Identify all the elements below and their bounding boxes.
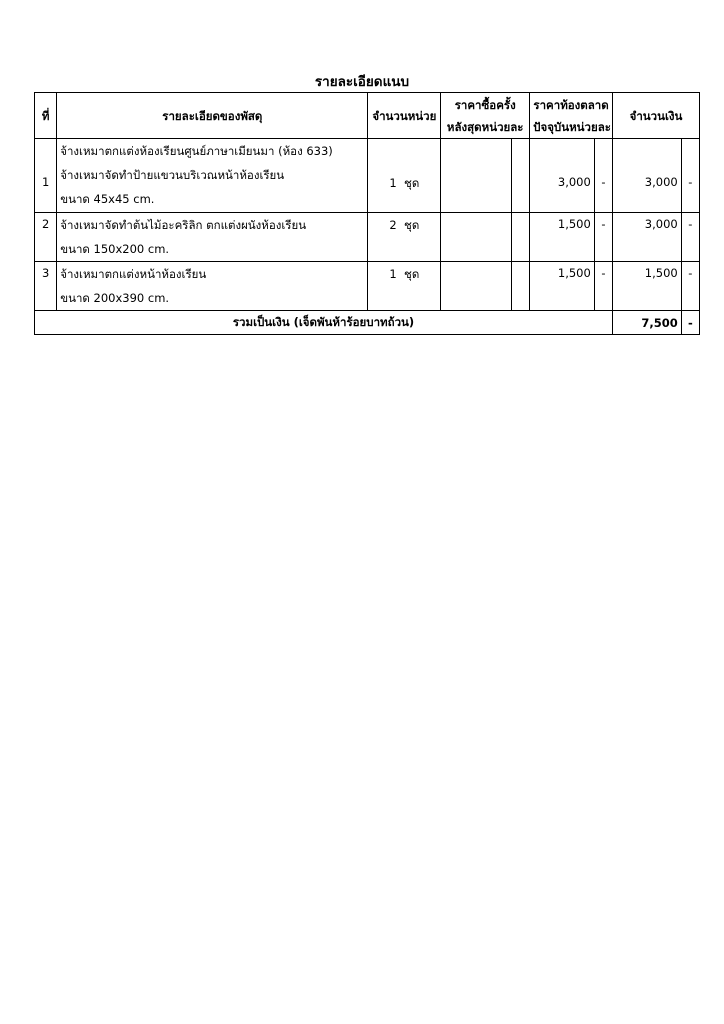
row-description-line: จ้างเหมาตกแต่งหน้าห้องเรียน xyxy=(60,267,207,281)
row-last-price-satang xyxy=(511,262,529,311)
header-qty-unit: จำนวนหน่วย xyxy=(368,93,441,139)
row-unit: ชุด xyxy=(404,176,420,190)
row-qty: 2 xyxy=(389,218,397,232)
row-amount: 1,500 xyxy=(613,262,682,311)
row-description-line: จ้างเหมาตกแต่งห้องเรียนศูนย์ภาษาเมียนมา (ห้อง 633) xyxy=(60,144,333,158)
row-market-price: 1,500 xyxy=(530,213,595,262)
table-row xyxy=(35,139,700,213)
row-last-price xyxy=(441,139,512,213)
row-description xyxy=(57,139,368,213)
row-market-price: 3,000 xyxy=(530,139,595,213)
row-unit: ชุด xyxy=(404,267,420,281)
row-market-price-satang: - xyxy=(594,139,612,213)
header-description: รายละเอียดของพัสดุ xyxy=(57,93,368,139)
row-qty-unit xyxy=(368,262,441,311)
header-amount: จำนวนเงิน xyxy=(613,93,700,139)
row-market-price: 1,500 xyxy=(530,262,595,311)
header-market-price xyxy=(530,93,613,139)
row-qty: 1 xyxy=(389,267,397,281)
row-last-price-satang xyxy=(511,139,529,213)
row-amount-satang: - xyxy=(681,213,699,262)
header-last-price-line1: ราคาซื้อครั้ง xyxy=(454,97,516,112)
items-table xyxy=(34,92,700,335)
row-last-price xyxy=(441,213,512,262)
table-row xyxy=(35,213,700,262)
row-no: 1 xyxy=(35,139,57,213)
row-market-price-satang: - xyxy=(594,262,612,311)
total-row xyxy=(35,311,700,335)
row-qty: 1 xyxy=(389,176,397,190)
row-amount-satang: - xyxy=(681,139,699,213)
row-amount: 3,000 xyxy=(613,139,682,213)
row-last-price xyxy=(441,262,512,311)
page-title: รายละเอียดแนบ xyxy=(314,74,410,90)
row-description-line: จ้างเหมาจัดทำต้นไม้อะคริลิก ตกแต่งผนังห้องเรียน xyxy=(60,218,307,232)
row-no: 3 xyxy=(35,262,57,311)
row-amount: 3,000 xyxy=(613,213,682,262)
header-last-price-line2: หลังสุดหน่วยละ xyxy=(446,119,524,134)
header-no: ที่ xyxy=(35,93,57,139)
row-description-line: ขนาด 200x390 cm. xyxy=(60,291,170,305)
row-qty-unit xyxy=(368,213,441,262)
row-description-line: ขนาด 150x200 cm. xyxy=(60,242,170,256)
row-no: 2 xyxy=(35,213,57,262)
total-amount: 7,500 xyxy=(613,311,682,335)
row-description-line: ขนาด 45x45 cm. xyxy=(60,192,155,206)
row-qty-unit xyxy=(368,139,441,213)
header-market-price-line2: ปัจจุบันหน่วยละ xyxy=(533,119,611,134)
row-description-line: จ้างเหมาจัดทำป้ายแขวนบริเวณหน้าห้องเรียน xyxy=(60,168,285,182)
table-row xyxy=(35,262,700,311)
row-description xyxy=(57,213,368,262)
header-market-price-line1: ราคาท้องตลาด xyxy=(533,97,609,112)
header-row xyxy=(35,93,700,139)
header-last-price xyxy=(441,93,530,139)
total-satang: - xyxy=(681,311,699,335)
row-amount-satang: - xyxy=(681,262,699,311)
row-description xyxy=(57,262,368,311)
row-last-price-satang xyxy=(511,213,529,262)
row-unit: ชุด xyxy=(404,218,420,232)
row-market-price-satang: - xyxy=(594,213,612,262)
total-label: รวมเป็นเงิน (เจ็ดพันห้าร้อยบาทถ้วน) xyxy=(35,311,613,335)
